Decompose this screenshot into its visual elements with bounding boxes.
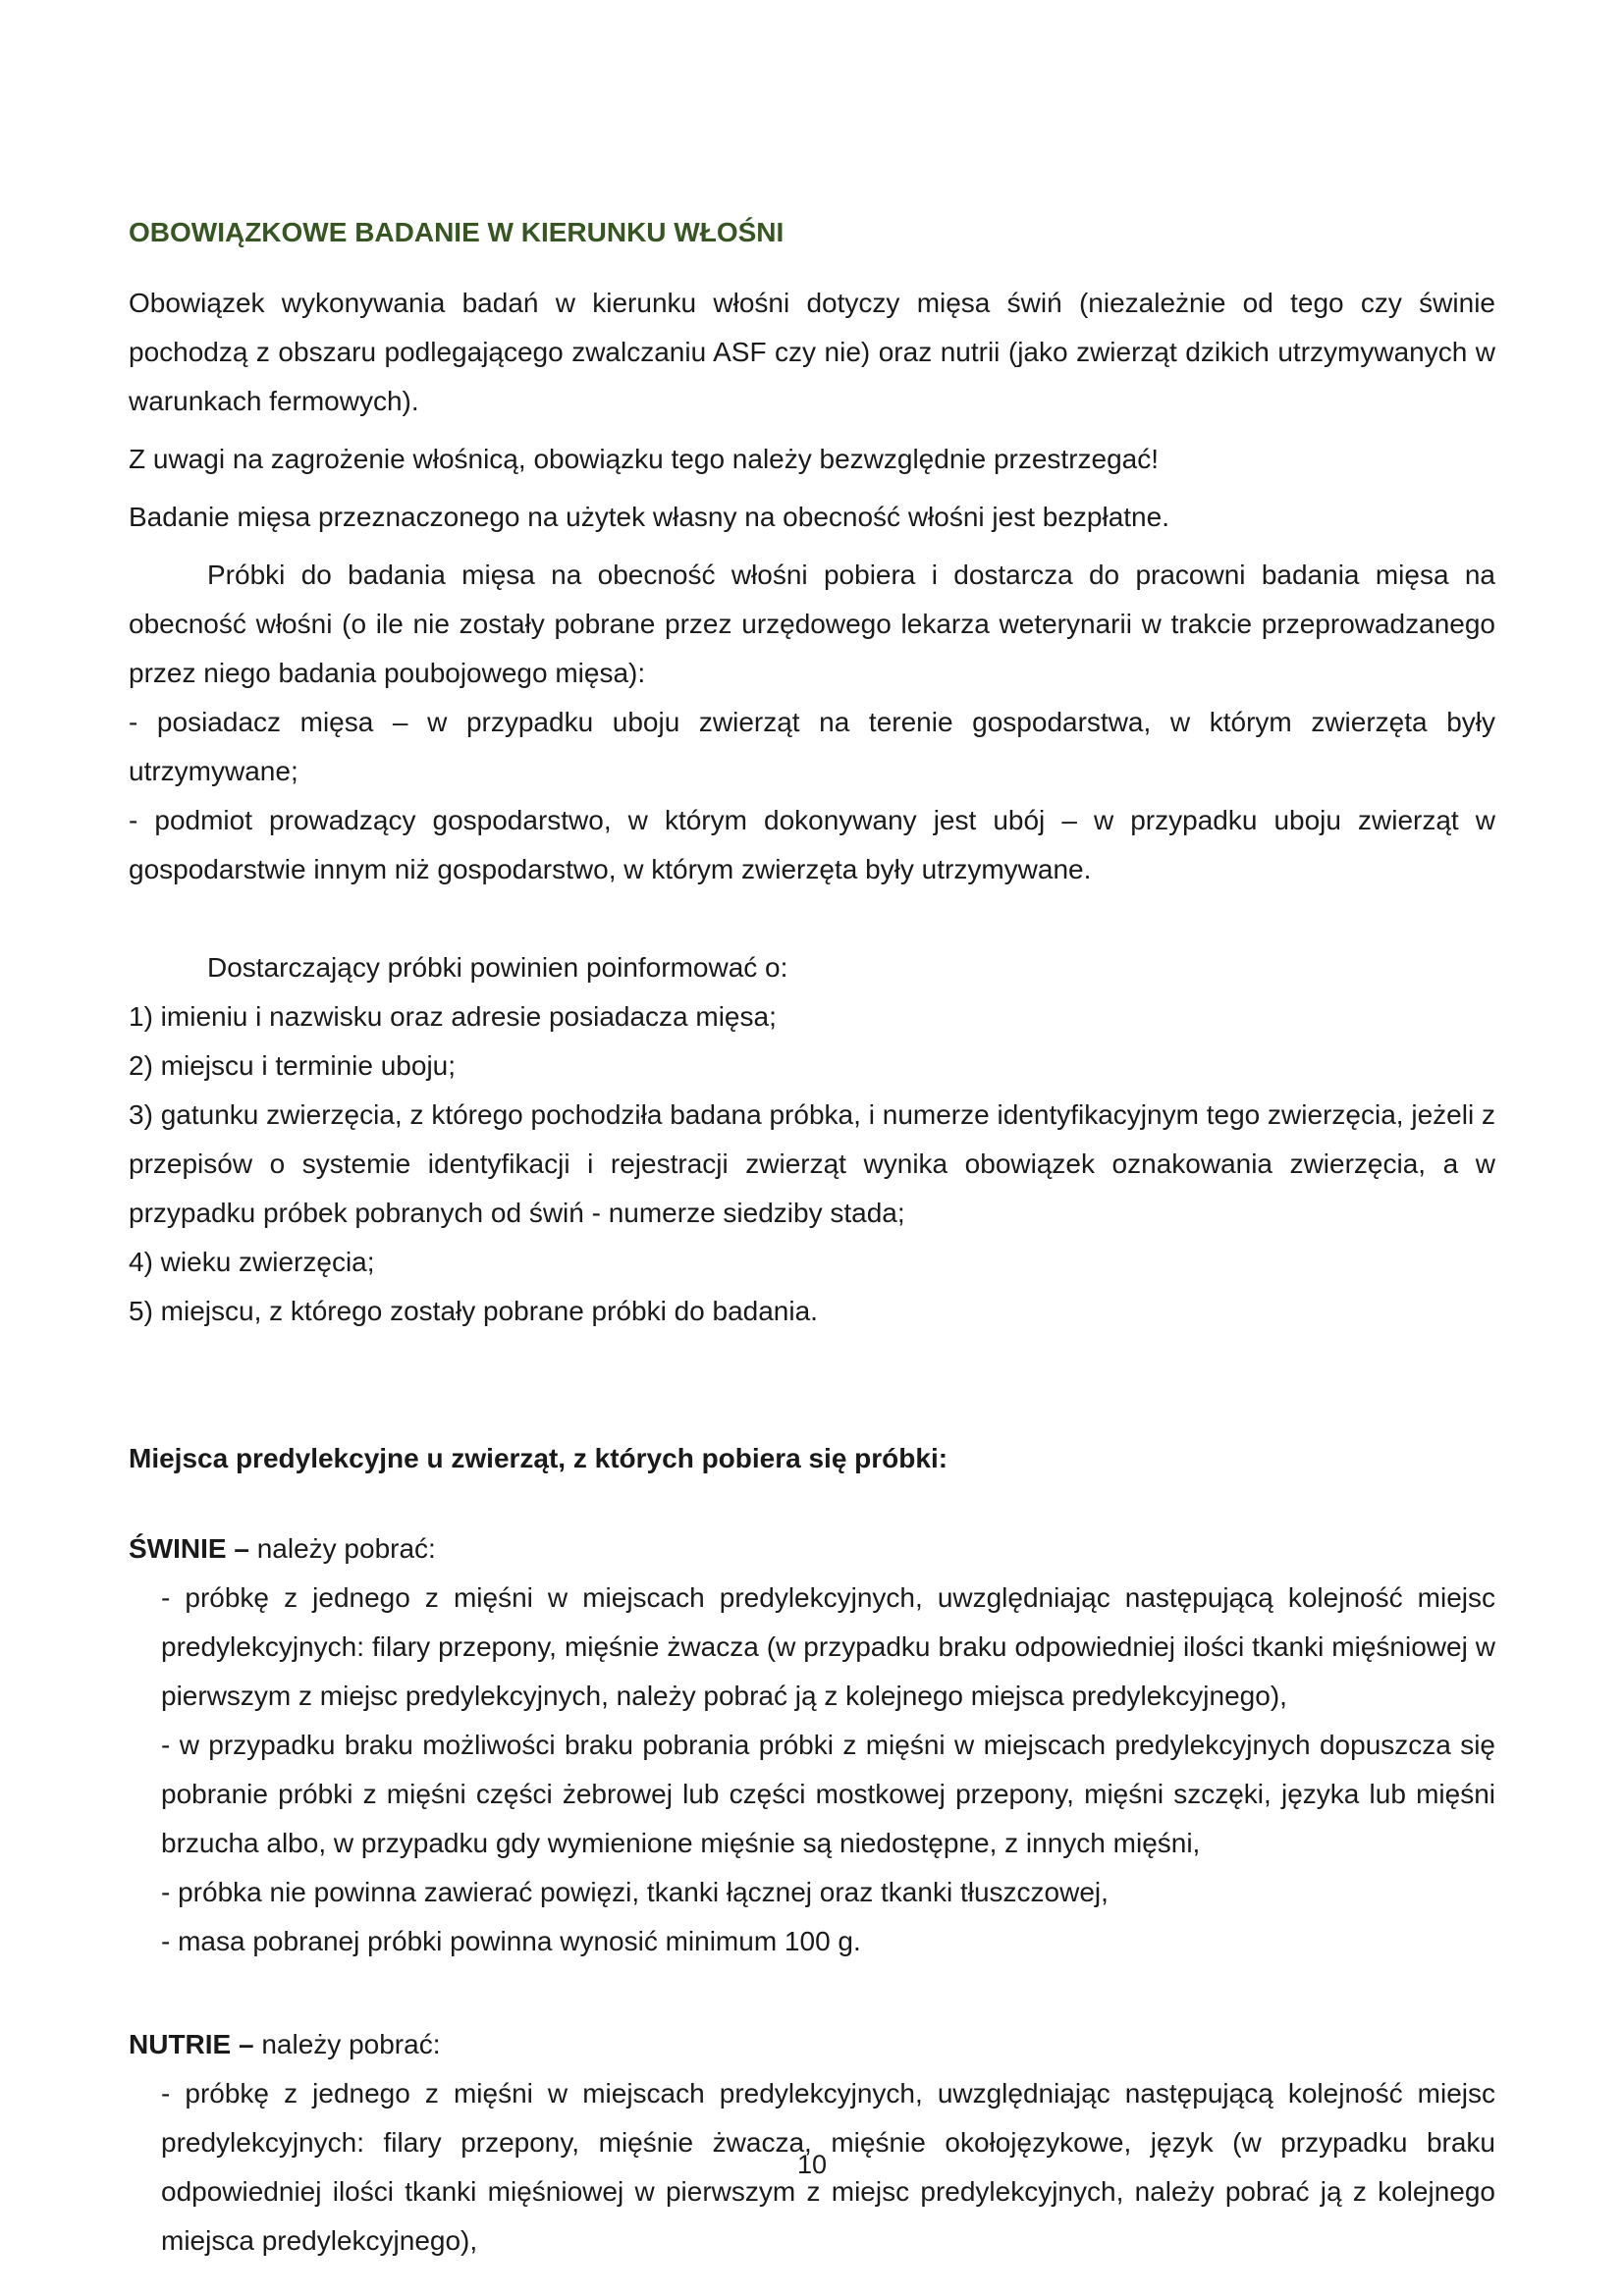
- inform-item-2: 2) miejscu i terminie uboju;: [129, 1050, 457, 1081]
- swine-item-2: - w przypadku braku możliwości braku pobrania próbki z mięśni w miejscach predylekcyjnych dopuszcza się pobranie próbki z mięśni części żebrowej lub części mostkowej przepony, mięśni szczęki, języka lub mięśni brzucha albo, w przypadku gdy wymienione mięśnie są niedostępne, z innych mięśni,: [161, 1730, 1495, 1858]
- nutria-label-line: [129, 2020, 1495, 2069]
- inform-item-4: 4) wieku zwierzęcia;: [129, 1247, 375, 1277]
- nutria-label-rest: należy pobrać:: [253, 2029, 441, 2059]
- swine-label-rest: należy pobrać:: [248, 1533, 436, 1564]
- inform-item-3: 3) gatunku zwierzęcia, z którego pochodziła badana próbka, i numerze identyfikacyjnym tego zwierzęcia, jeżeli z przepisów o systemie identyfikacji i rejestracji zwierząt wynika obowiązek oznakowania zwierzęcia, a w przypadku próbek pobranych od świń - numerze siedziby stada;: [129, 1099, 1495, 1228]
- swine-item-4: - masa pobranej próbki powinna wynosić minimum 100 g.: [161, 1926, 861, 1956]
- inform-item-5: 5) miejscu, z którego zostały pobrane próbki do badania.: [129, 1296, 818, 1326]
- nutria-label: NUTRIE –: [129, 2029, 254, 2059]
- swine-label: ŚWINIE –: [129, 1533, 249, 1564]
- predilection-heading: Miejsca predylekcyjne u zwierząt, z których pobiera się próbki:: [129, 1443, 948, 1473]
- delivery-intro: Próbki do badania mięsa na obecność włośni pobiera i dostarcza do pracowni badania mięsa na obecność włośni (o ile nie zostały pobrane przez urzędowego lekarza weterynarii w trakcie przeprowadzanego przez niego badania poubojowego mięsa):: [129, 560, 1495, 688]
- inform-item-1: 1) imieniu i nazwisku oraz adresie posiadacza mięsa;: [129, 1001, 777, 1032]
- intro-paragraph-1: Obowiązek wykonywania badań w kierunku włośni dotyczy mięsa świń (niezależnie od tego czy świnie pochodzą z obszaru podlegającego zwalczaniu ASF czy nie) oraz nutrii (jako zwierząt dzikich utrzymywanych w warunkach fermowych).: [129, 288, 1495, 416]
- page-title: OBOWIĄZKOWE BADANIE W KIERUNKU WŁOŚNI: [129, 217, 785, 247]
- page-number: 10: [796, 2150, 828, 2179]
- swine-list: [161, 1574, 1495, 1966]
- inform-section: [129, 943, 1495, 1336]
- intro-paragraph-3: Badanie mięsa przeznaczonego na użytek własny na obecność włośni jest bezpłatne.: [129, 502, 1169, 532]
- delivery-item-owner: - posiadacz mięsa – w przypadku uboju zwierząt na terenie gospodarstwa, w którym zwierzęta były utrzymywane;: [129, 707, 1495, 786]
- swine-item-1: - próbkę z jednego z mięśni w miejscach predylekcyjnych, uwzględniając następującą kolejność miejsc predylekcyjnych: filary przepony, mięśnie żwacza (w przypadku braku odpowiedniej ilości tkanki mięśniowej w pierwszym z miejsc predylekcyjnych, należy pobrać ją z kolejnego miejsca predylekcyjnego),: [161, 1582, 1495, 1711]
- swine-label-line: [129, 1524, 1495, 1574]
- nutria-item-1: - próbkę z jednego z mięśni w miejscach predylekcyjnych, uwzględniając następującą kolejność miejsc predylekcyjnych: filary przepony, mięśnie żwacza, mięśnie okołojęzykowe, język (w przypadku braku odpowiedniej ilości tkanki mięśniowej w pierwszym z miejsc predylekcyjnych, należy pobrać ją z kolejnego miejsca predylekcyjnego),: [161, 2078, 1495, 2256]
- swine-item-3: - próbka nie powinna zawierać powięzi, tkanki łącznej oraz tkanki tłuszczowej,: [161, 1877, 1109, 1907]
- delivery-section: [129, 551, 1495, 894]
- delivery-item-farm: - podmiot prowadzący gospodarstwo, w którym dokonywany jest ubój – w przypadku uboju zwierząt w gospodarstwie innym niż gospodarstwo, w którym zwierzęta były utrzymywane.: [129, 805, 1495, 884]
- intro-paragraph-2: Z uwagi na zagrożenie włośnicą, obowiązku tego należy bezwzględnie przestrzegać!: [129, 444, 1160, 474]
- inform-intro: Dostarczający próbki powinien poinformować o:: [207, 952, 788, 983]
